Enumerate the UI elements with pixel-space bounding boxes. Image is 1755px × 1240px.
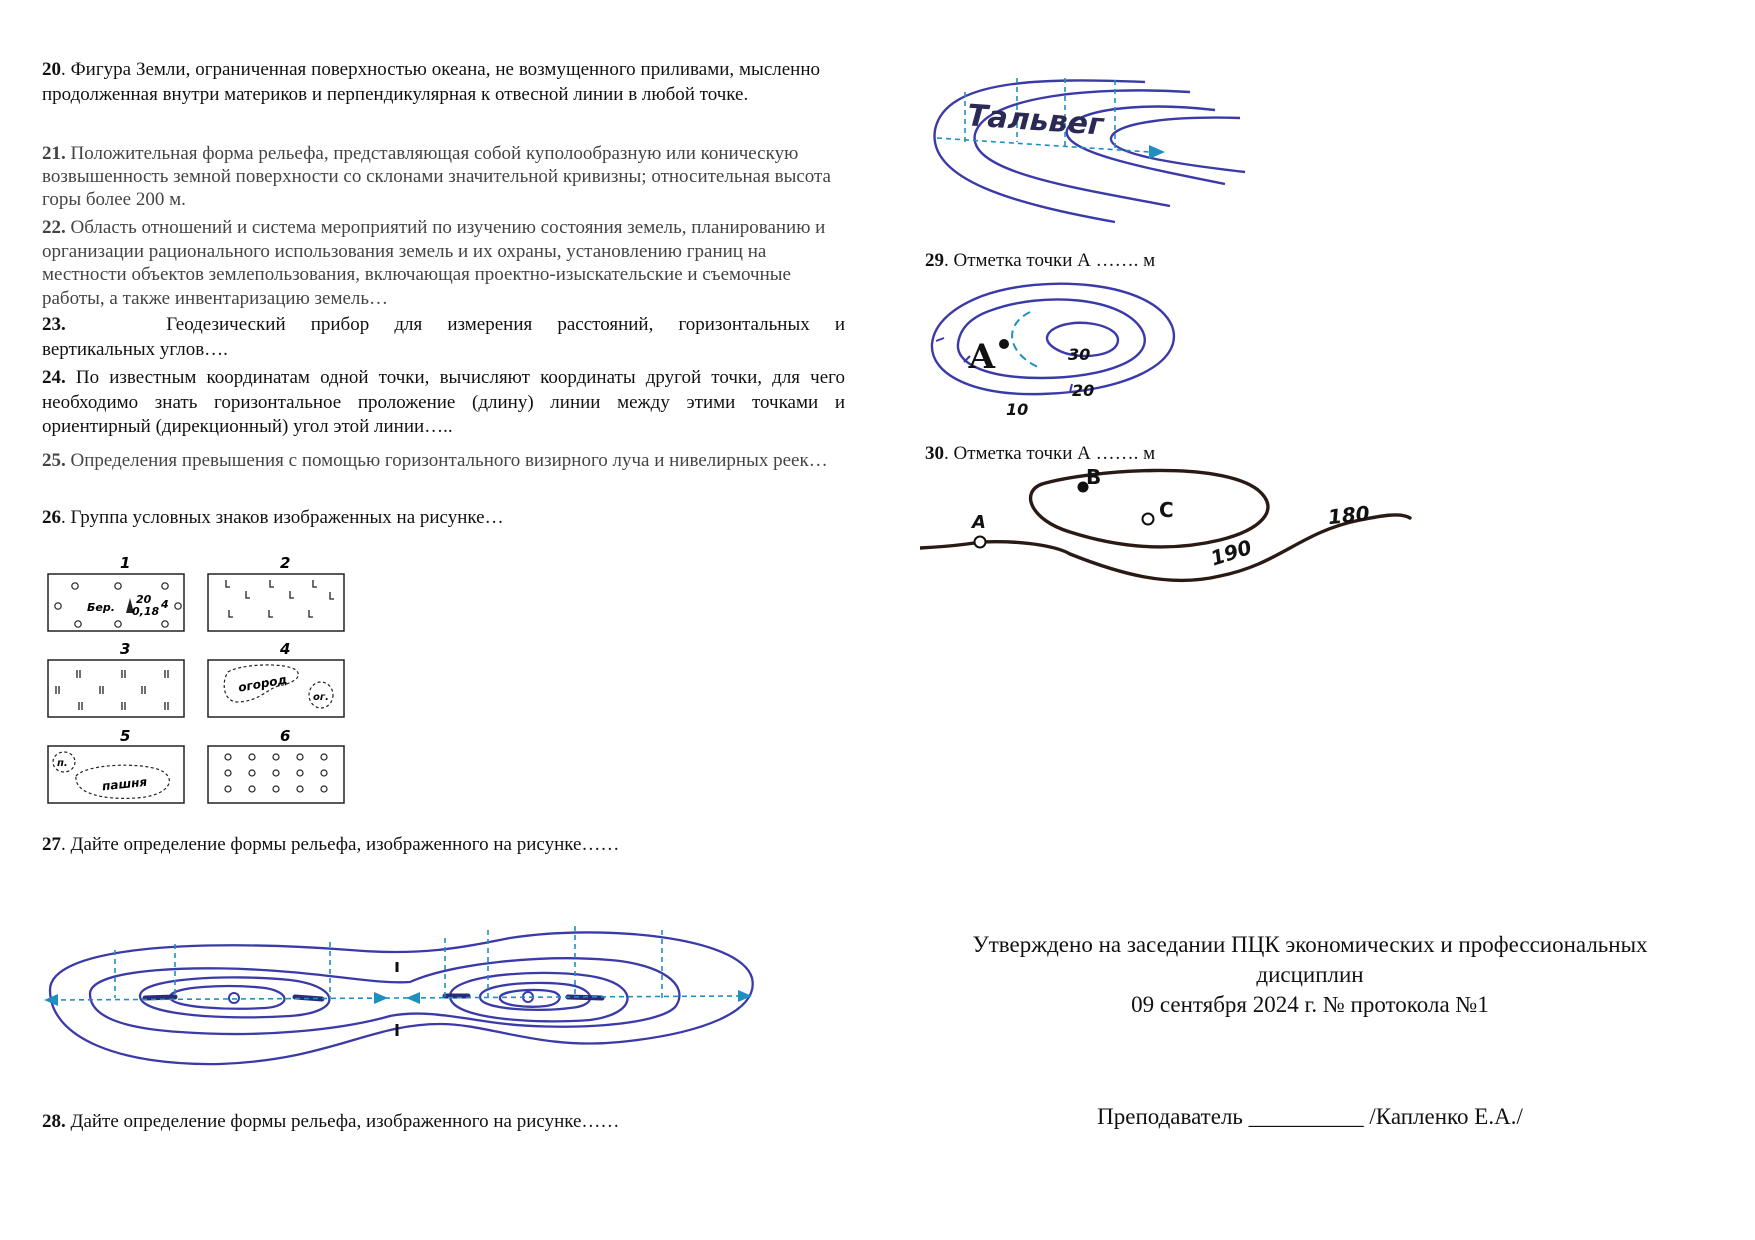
point-a-label: А — [972, 512, 986, 533]
approval-line-3: 09 сентября 2024 г. № протокола №1 — [1131, 992, 1489, 1017]
question-27 — [42, 833, 842, 858]
question-number: 26 — [42, 507, 61, 528]
question-text: Дайте определение формы рельефа, изображенного на рисунке…… — [65, 1111, 620, 1132]
question-text: По известным координатам одной точки, вычисляют координаты другой точки, для чего необходимо знать горизонтальное проложение (длину) линии между этими точками и ориентирный (дирекционный) угол этой линии….. — [42, 367, 845, 437]
question-number: 20 — [42, 59, 61, 80]
question-text: . Отметка точки А ……. м — [944, 250, 1156, 271]
question-text: . Группа условных знаков изображенных на рисунке… — [61, 507, 504, 528]
question-number: 23. — [42, 314, 66, 335]
question-22 — [42, 216, 847, 310]
panel-number-2: 2 — [280, 554, 291, 572]
point-b-label: В — [1086, 465, 1102, 489]
approval-line-2: дисциплин — [1256, 962, 1364, 987]
panel-number-5: 5 — [120, 727, 131, 745]
question-23-line2: вертикальных углов…. — [42, 338, 228, 360]
question-number: 22. — [42, 217, 66, 238]
contour-label-10: 10 — [1006, 400, 1029, 418]
question-number: 24. — [42, 367, 66, 388]
panel-garden — [208, 660, 344, 717]
question-text: Определения превышения с помощью горизонтального визирного луча и нивелирных реек… — [65, 450, 828, 471]
panel-forest — [48, 574, 184, 631]
question-text: Положительная форма рельефа, представляющая собой куполообразную или коническую возвышенность земной поверхности со склонами значительной кривизны; относительная высота горы более 200 м. — [42, 143, 831, 210]
question-number: 27 — [42, 834, 61, 855]
question-21 — [42, 142, 842, 211]
contour-label-20: 20 — [1072, 381, 1095, 400]
conventional-symbols-figure — [40, 550, 360, 810]
question-number: 21. — [42, 143, 66, 164]
panel-arable-land — [48, 746, 184, 803]
question-number: 25. — [42, 450, 66, 471]
point-a-marker — [975, 537, 986, 548]
question-24 — [42, 366, 845, 440]
thalweg-label: Тальвег — [966, 98, 1105, 143]
question-text: . Отметка точки А ……. м — [944, 443, 1156, 464]
panel-number-1: 1 — [120, 554, 131, 572]
point-a-label: А — [968, 337, 996, 377]
forest-spacing-label: 4 — [161, 598, 169, 611]
question-text: . Фигура Земли, ограниченная поверхностью океана, не возмущенного приливами, мысленно продолженная внутри материков и перпендикулярная к отвесной линии в любой точке. — [42, 59, 820, 105]
question-25 — [42, 449, 845, 474]
contour-label-30: 30 — [1068, 345, 1091, 364]
contour-label-180: 180 — [1326, 501, 1371, 530]
contour-label-190: 190 — [1207, 534, 1255, 571]
arable-small-label: п. — [57, 758, 68, 769]
point-a-marker — [999, 339, 1009, 349]
teacher-signature-line: Преподаватель __________ /Капленко Е.А./ — [1097, 1104, 1523, 1129]
question-28 — [42, 1110, 842, 1135]
question-text: Область отношений и система мероприятий по изучению состояния земель, планированию и организации рационального использования земель и их охраны, установлению границ на местности объектов землепользования, включающая проектно-изыскательские и съемочные работы, а также инвентаризацию земель… — [42, 217, 826, 309]
saddle-relief-figure — [40, 920, 760, 1080]
question-20 — [42, 58, 820, 107]
panel-hayfield-marks — [48, 660, 184, 717]
question-number: 30 — [925, 443, 944, 464]
arable-label: пашня — [101, 774, 148, 794]
panel-number-6: 6 — [280, 727, 291, 745]
question-number: 29 — [925, 250, 944, 271]
panel-number-4: 4 — [280, 640, 291, 658]
point-c-marker — [1143, 514, 1154, 525]
question-23-line1 — [42, 313, 845, 338]
point-c-label: С — [1159, 498, 1174, 522]
question-26 — [42, 506, 842, 531]
approval-line-1: Утверждено на заседании ПЦК экономических и профессиональных — [972, 932, 1648, 957]
forest-diameter-label: 0,18 — [132, 605, 160, 618]
question-text: Геодезический прибор для измерения расстояний, горизонтальных и — [166, 314, 845, 335]
panel-number-3: 3 — [120, 640, 131, 658]
garden-label: огород — [237, 672, 289, 695]
panel-orchard — [208, 746, 344, 803]
approval-block — [930, 930, 1690, 1020]
question-text: . Дайте определение формы рельефа, изображенного на рисунке…… — [61, 834, 620, 855]
forest-species-label: Бер. — [87, 601, 115, 614]
forest-height-label: 20 — [136, 593, 152, 606]
fig30-contour-elevation — [920, 462, 1420, 592]
panel-grass-marks — [208, 574, 344, 631]
thalweg-figure — [925, 72, 1270, 232]
garden-small-label: ог. — [313, 692, 329, 703]
question-number: 28. — [42, 1111, 66, 1132]
fig29-contour-hill — [922, 278, 1182, 418]
question-23 — [42, 313, 845, 362]
question-29 — [925, 249, 1525, 274]
